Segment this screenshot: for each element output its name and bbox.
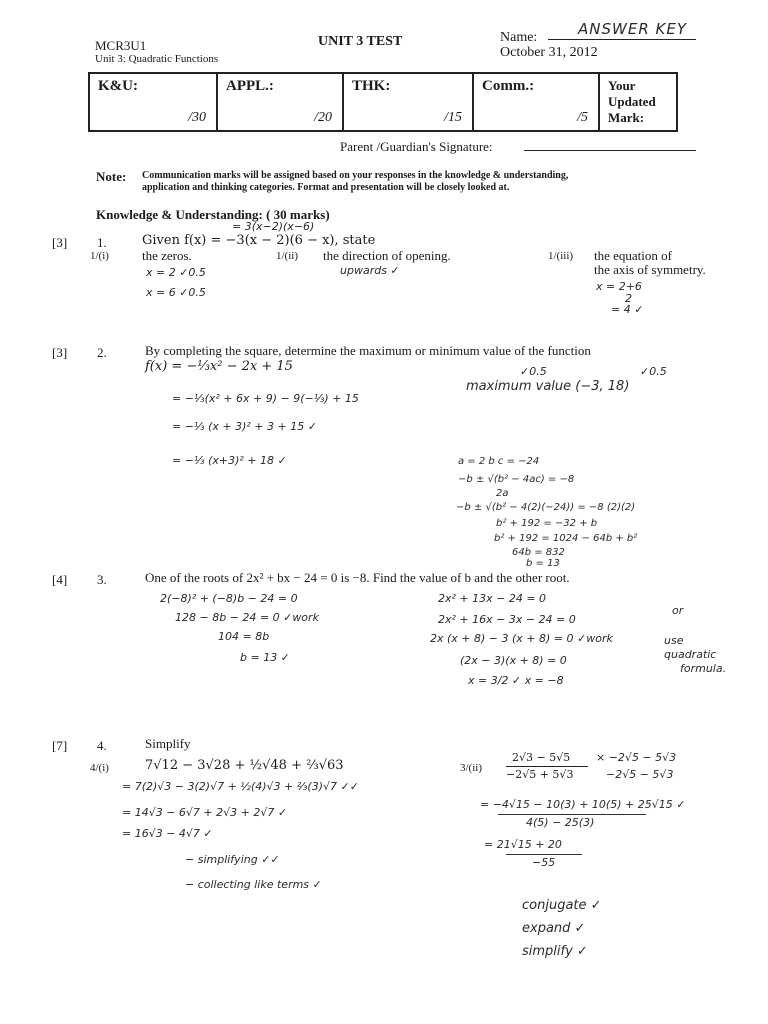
q1-i-text: the zeros.	[142, 248, 192, 263]
q4-i-note-2: − collecting like terms ✓	[185, 878, 322, 891]
q1-ii-text: the direction of opening.	[323, 248, 451, 263]
q4-i-tag: 4/(i)	[90, 762, 109, 774]
q2-side-6: b² + 192 = 1024 − 64b + b²	[494, 533, 638, 544]
q2-side-7: 64b = 832	[512, 547, 565, 558]
q2-number: 2.	[97, 345, 107, 360]
note-label: Note:	[96, 169, 127, 184]
q2-function: f(x) = −⅓x² − 2x + 15	[145, 359, 293, 374]
section-title: Knowledge & Understanding: ( 30 marks)	[96, 207, 330, 222]
q1-iii-tag: 1/(iii)	[548, 250, 574, 262]
q4-prompt: Simplify	[145, 736, 191, 751]
q3-number: 3.	[97, 572, 107, 587]
name-value: ANSWER KEY	[578, 20, 687, 38]
q2-prompt: By completing the square, determine the maximum or minimum value of the function	[145, 343, 591, 358]
q4-ii-numerator: 2√3 − 5√5	[512, 751, 571, 764]
q4-ii-fraction-bar	[506, 766, 588, 767]
q3-right-1: 2x² + 13x − 24 = 0	[438, 592, 547, 605]
q4-ii-denominator: −2√5 + 5√3	[506, 768, 574, 781]
thk-cell: THK: /15	[343, 73, 473, 131]
q3-right-2: 2x² + 16x − 3x − 24 = 0	[438, 613, 576, 626]
q1-answer-opening: upwards ✓	[340, 264, 400, 277]
q4-ii-note-3: simplify ✓	[522, 944, 588, 959]
ku-cell: K&U: /30	[89, 73, 217, 131]
q1-i-tag: 1/(i)	[90, 250, 109, 262]
q4-i-expression: 7√12 − 3√28 + ½√48 + ⅔√63	[145, 758, 344, 773]
q2-marks: [3]	[52, 345, 68, 360]
q3-or-4: formula.	[680, 662, 727, 675]
q2-side-2: −b ± √(b² − 4ac) = −8	[458, 474, 575, 485]
q2-side-5: b² + 192 = −32 + b	[496, 518, 598, 529]
signature-label: Parent /Guardian's Signature:	[340, 139, 493, 154]
q4-ii-work-2-bar	[506, 854, 582, 855]
q2-work-2: = −⅓ (x + 3)² + 3 + 15 ✓	[172, 420, 317, 433]
q3-prompt: One of the roots of 2x² + bx − 24 = 0 is −8. Find the value of b and the other root.	[145, 570, 570, 585]
q3-or-2: use	[664, 634, 684, 647]
q4-marks: [7]	[52, 738, 68, 753]
signature-line	[524, 150, 696, 151]
name-label: Name:	[500, 30, 538, 45]
q4-ii-multiplier-numerator: × −2√5 − 5√3	[596, 751, 677, 764]
course-code: MCR3U1	[95, 38, 147, 53]
q4-ii-note-1: conjugate ✓	[522, 898, 602, 913]
q4-ii-work-1-denominator: 4(5) − 25(3)	[526, 816, 595, 829]
q1-answer-axis-3: = 4 ✓	[611, 303, 644, 316]
q4-ii-work-2-denominator: −55	[532, 856, 556, 869]
q4-i-work-3: = 16√3 − 4√7 ✓	[122, 827, 213, 840]
q3-right-4: (2x − 3)(x + 8) = 0	[460, 654, 567, 667]
unit-title: Unit 3: Quadratic Functions	[95, 53, 219, 65]
note-line-1: Communication marks will be assigned based on your responses in the knowledge & understanding,	[142, 170, 569, 181]
test-title: UNIT 3 TEST	[318, 34, 403, 49]
q4-ii-multiplier-denominator: −2√5 − 5√3	[606, 768, 674, 781]
q4-i-work-2: = 14√3 − 6√7 + 2√3 + 2√7 ✓	[122, 806, 288, 819]
q4-ii-note-2: expand ✓	[522, 921, 586, 936]
appl-cell: APPL.: /20	[217, 73, 343, 131]
q1-answer-axis-2: 2	[625, 292, 632, 305]
q2-tick-1: ✓0.5	[520, 365, 547, 378]
q3-left-1: 2(−8)² + (−8)b − 24 = 0	[160, 592, 298, 605]
q3-left-4: b = 13 ✓	[240, 651, 290, 664]
q2-side-4: −b ± √(b² − 4(2)(−24)) = −8 (2)(2)	[456, 502, 636, 513]
q4-ii-work-2-numerator: = 21√15 + 20	[484, 838, 562, 851]
q1-iii-text-2: the axis of symmetry.	[594, 262, 706, 277]
q2-answer: maximum value (−3, 18)	[466, 379, 630, 394]
q3-left-2: 128 − 8b − 24 = 0 ✓work	[175, 611, 319, 624]
q3-or-3: quadratic	[664, 648, 717, 661]
q2-tick-2: ✓0.5	[640, 365, 667, 378]
q2-side-1: a = 2 b c = −24	[458, 456, 540, 467]
marks-table	[88, 72, 678, 132]
q4-number: 4.	[97, 738, 107, 753]
q3-right-3: 2x (x + 8) − 3 (x + 8) = 0 ✓work	[430, 632, 613, 645]
q1-marks: [3]	[52, 235, 68, 250]
q1-prompt: Given f(x) = −3(x − 2)(6 − x), state	[142, 233, 376, 248]
q1-answer-zero-2: x = 6 ✓0.5	[146, 286, 206, 299]
q3-or-1: or	[672, 604, 684, 617]
q1-number: 1.	[97, 235, 107, 250]
q1-iii-text-1: the equation of	[594, 248, 672, 263]
q4-i-note-1: − simplifying ✓✓	[185, 853, 280, 866]
name-line	[548, 39, 696, 40]
q4-ii-work-1-numerator: = −4√15 − 10(3) + 10(5) + 25√15 ✓	[480, 798, 686, 811]
q2-work-1: = −⅓(x² + 6x + 9) − 9(−⅓) + 15	[172, 392, 359, 405]
q1-answer-axis-1: x = 2+6	[596, 280, 642, 293]
q4-i-work-1: = 7(2)√3 − 3(2)√7 + ½(4)√3 + ⅔(3)√7 ✓✓	[122, 780, 359, 793]
q3-right-5: x = 3/2 ✓ x = −8	[468, 674, 564, 687]
q1-answer-zero-1: x = 2 ✓0.5	[146, 266, 206, 279]
test-date: October 31, 2012	[500, 45, 598, 60]
updated-mark-cell: Your Updated Mark:	[599, 73, 677, 131]
q3-marks: [4]	[52, 572, 68, 587]
q4-ii-work-1-bar	[498, 814, 646, 815]
section-hint: = 3(x−2)(x−6)	[232, 220, 315, 233]
q3-left-3: 104 = 8b	[218, 630, 270, 643]
q2-side-8: b = 13	[526, 558, 560, 569]
q4-ii-tag: 3/(ii)	[460, 762, 482, 774]
note-line-2: application and thinking categories. Format and presentation will be closely looked at.	[142, 182, 510, 193]
q2-work-3: = −⅓ (x+3)² + 18 ✓	[172, 454, 287, 467]
q1-ii-tag: 1/(ii)	[276, 250, 298, 262]
q2-side-3: 2a	[496, 488, 509, 499]
comm-cell: Comm.: /5	[473, 73, 599, 131]
